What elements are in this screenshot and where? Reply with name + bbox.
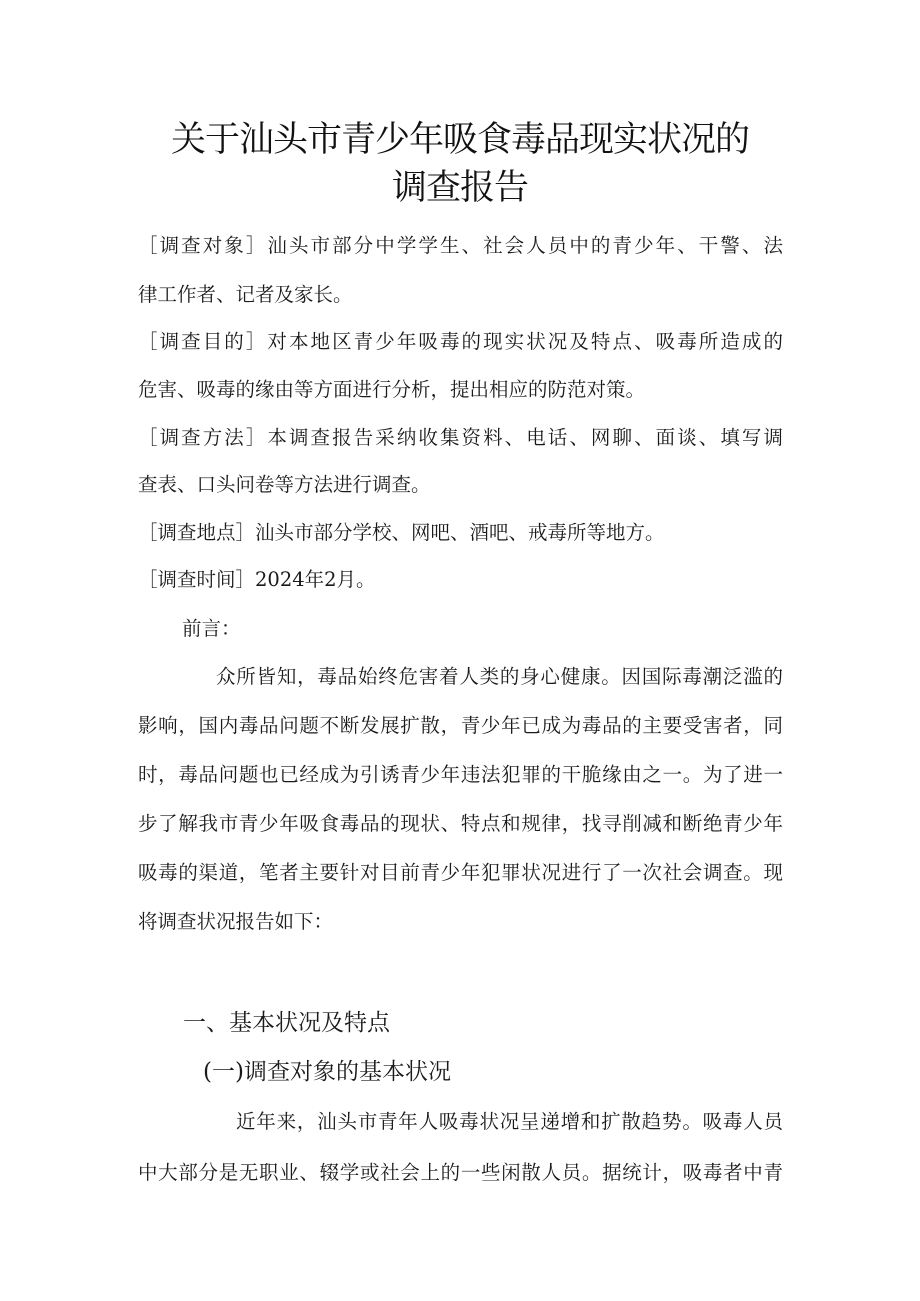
meta-method-line-1: ［调查方法］本调查报告采纳收集资料、电话、网聊、面谈、填写调: [138, 426, 783, 449]
meta-subjects-line-1: ［调查对象］汕头市部分中学学生、社会人员中的青少年、干警、法: [138, 234, 783, 257]
meta-subjects-line-2: 律工作者、记者及家长。: [138, 283, 353, 306]
preface-line-3: 时，毒品问题也已经成为引诱青少年违法犯罪的干脆缘由之一。为了进一: [138, 763, 783, 786]
preface-line-6: 将调查状况报告如下：: [138, 910, 334, 933]
meta-purpose-line-2: 危害、吸毒的缘由等方面进行分析，提出相应的防范对策。: [138, 378, 646, 401]
section-1-1-heading: (一)调查对象的基本状况: [203, 1059, 451, 1085]
section-1-1-line-1: 近年来，汕头市青年人吸毒状况呈递增和扩散趋势。吸毒人员: [236, 1110, 783, 1133]
meta-method-line-2: 查表、口头问卷等方法进行调查。: [138, 473, 431, 496]
document-title-line-2: 调查报告: [391, 168, 528, 208]
preface-label: 前言：: [182, 617, 241, 640]
section-1-1-line-2: 中大部分是无职业、辍学或社会上的一些闲散人员。据统计，吸毒者中青: [138, 1161, 783, 1184]
meta-location-line: ［调查地点］汕头市部分学校、网吧、酒吧、戒毒所等地方。: [138, 521, 665, 544]
meta-time-line: ［调查时间］2024年2月。: [138, 568, 376, 591]
section-1-heading: 一、基本状况及特点: [183, 1010, 390, 1036]
preface-line-5: 吸毒的渠道，笔者主要针对目前青少年犯罪状况进行了一次社会调查。现: [138, 861, 783, 884]
preface-line-4: 步了解我市青少年吸食毒品的现状、特点和规律，找寻削减和断绝青少年: [138, 812, 783, 835]
document-title-line-1: 关于汕头市青少年吸食毒品现实状况的: [170, 120, 749, 160]
meta-purpose-line-1: ［调查目的］对本地区青少年吸毒的现实状况及特点、吸毒所造成的: [138, 330, 783, 353]
preface-line-2: 影响，国内毒品问题不断发展扩散，青少年已成为毒品的主要受害者，同: [138, 714, 783, 737]
preface-line-1: 众所皆知，毒品始终危害着人类的身心健康。因国际毒潮泛滥的: [216, 665, 783, 688]
